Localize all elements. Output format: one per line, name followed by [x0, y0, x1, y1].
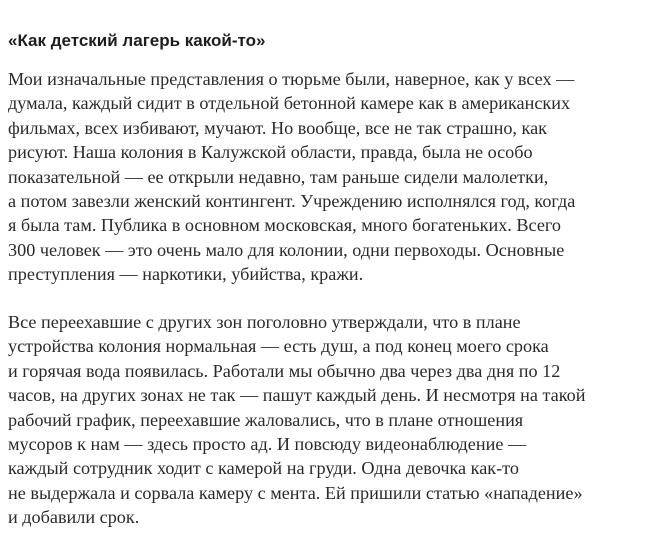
paragraph-line: преступления — наркотики, убийства, кражи.: [8, 264, 364, 285]
paragraph-line: мусоров к нам — здесь просто ад. И повсюду видеонаблюдение —: [8, 434, 527, 455]
paragraph-line: думала, каждый сидит в отдельной бетонной камере как в американских: [8, 93, 571, 114]
paragraph-line: а потом завезли женский контингент. Учреждению исполнялся год, когда: [8, 191, 576, 212]
paragraph-line: часов, на других зонах не так — пашут каждый день. И несмотря на такой: [8, 385, 586, 406]
article-heading: «Как детский лагерь какой-то»: [8, 31, 266, 50]
paragraph-line: рисуют. Наша колония в Калужской области, правда, была не особо: [8, 142, 533, 163]
paragraph-line: Мои изначальные представления о тюрьме были, наверное, как у всех —: [8, 69, 575, 89]
paragraph-line: рабочий график, переехавшие жаловались, что в плане отношения: [8, 409, 524, 430]
paragraph-line: 300 человек — это очень мало для колонии, одни первоходы. Основные: [8, 239, 565, 260]
paragraph-line: и добавили срок.: [8, 507, 140, 528]
paragraph-line: я была там. Публика в основном московская, много богатеньких. Всего: [8, 215, 561, 236]
article-paragraph: [8, 67, 575, 287]
article-paragraph: [8, 310, 585, 530]
paragraph-line: устройства колония нормальная — есть душ, а под конец моего срока: [8, 336, 549, 357]
paragraph-line: не выдержала и сорвала камеру с мента. Ей пришили статью «нападение»: [8, 482, 583, 503]
paragraph-line: Все переехавшие с других зон поголовно утверждали, что в плане: [8, 312, 521, 332]
paragraph-line: и горячая вода появилась. Работали мы обычно два через два дня по 12: [8, 360, 561, 381]
paragraph-line: каждый сотрудник ходит с камерой на груди. Одна девочка как-то: [8, 458, 519, 479]
paragraph-line: фильмах, всех избивают, мучают. Но вообще, все не так страшно, как: [8, 117, 547, 138]
paragraph-line: показательной — ее открыли недавно, там раньше сидели малолетки,: [8, 166, 549, 187]
